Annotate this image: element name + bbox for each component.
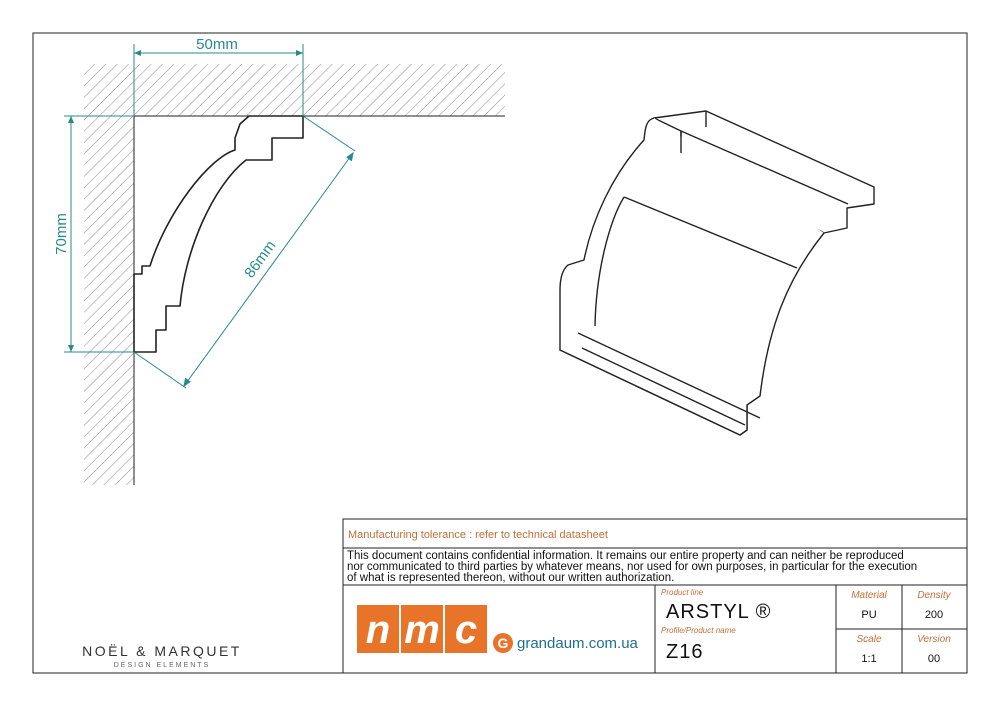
svg-text:G: G [497, 635, 509, 651]
density-label: Density [917, 590, 951, 601]
product-name-value: Z16 [666, 641, 704, 663]
svg-text:m: m [404, 608, 440, 652]
product-line-label: Product line [661, 588, 704, 597]
tolerance-note: Manufacturing tolerance : refer to technical datasheet [348, 529, 608, 541]
confidentiality-line-1: This document contains confidential information. It remains our entire property and can neither be reproduced [347, 550, 904, 562]
scale-value: 1:1 [861, 653, 877, 665]
confidentiality-line-3: of what is represented thereon, without our written authorization. [347, 572, 675, 584]
dimension-height-label: 70mm [53, 213, 70, 255]
svg-text:grandaum.com.ua: grandaum.com.ua [517, 635, 638, 652]
version-value: 00 [927, 653, 941, 665]
product-name-label: Profile/Product name [661, 626, 736, 635]
grandaum-logo [493, 633, 639, 653]
brand-tagline: DESIGN ELEMENTS [113, 662, 211, 669]
version-label: Version [917, 634, 951, 645]
scale-label: Scale [856, 634, 882, 645]
material-label: Material [851, 590, 887, 601]
nmc-logo [357, 605, 487, 653]
dimension-width-label: 50mm [196, 36, 238, 53]
svg-text:c: c [454, 608, 478, 652]
material-value: PU [861, 609, 877, 621]
dimension-diagonal-label: 86mm [241, 237, 280, 282]
density-value: 200 [924, 609, 944, 621]
cornice-profile-section [134, 116, 303, 352]
svg-text:n: n [365, 608, 391, 652]
product-line-value: ARSTYL ® [666, 601, 772, 623]
confidentiality-line-2: nor communicated to third parties by whatever means, nor used for own purposes, in particular for the execution [347, 561, 918, 573]
cornice-3d-view [560, 111, 874, 435]
brand-name: NOËL & MARQUET [82, 643, 242, 659]
